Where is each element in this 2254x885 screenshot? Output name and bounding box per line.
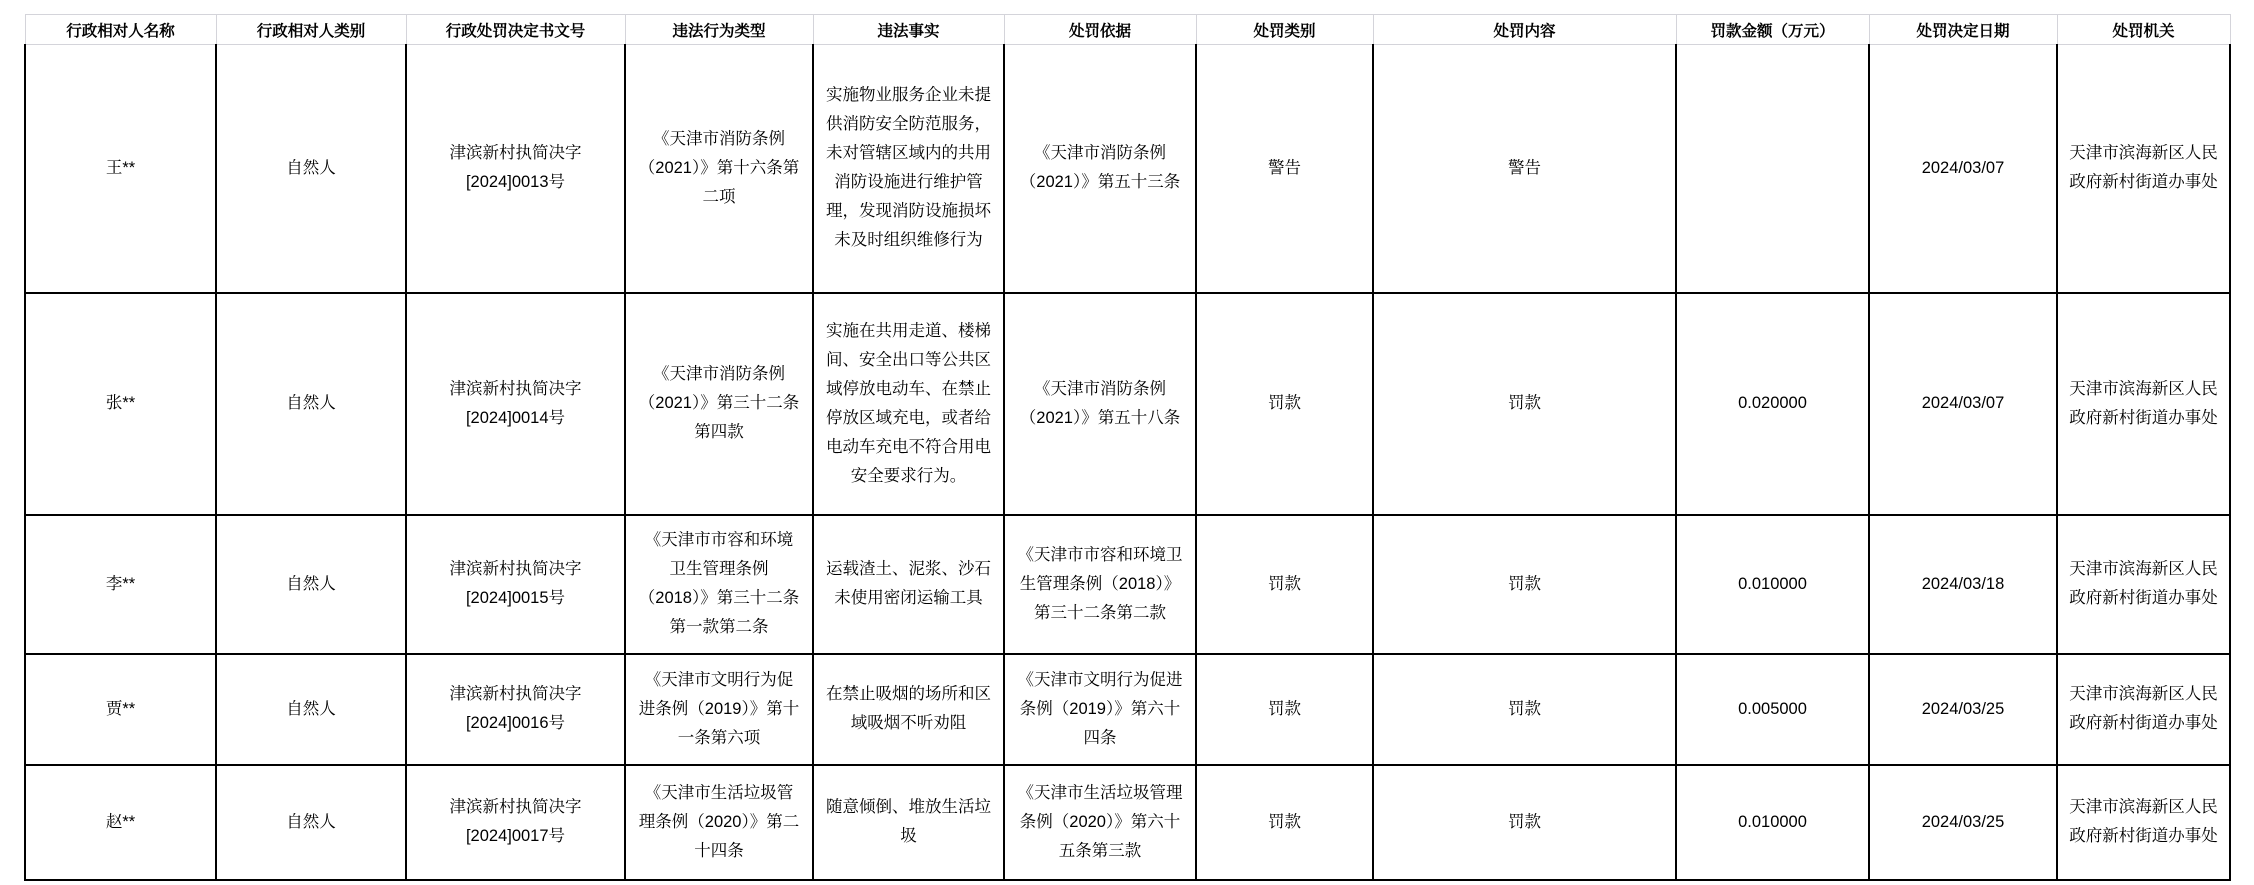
cell-violation-facts: 实施物业服务企业未提供消防安全防范服务，未对管辖区域内的共用消防设施进行维护管理，发现消防设施损坏未及时组织维修行为 — [813, 45, 1004, 293]
cell-party-type: 自然人 — [216, 654, 406, 765]
table-row — [25, 654, 2230, 765]
cell-penalty-authority: 天津市滨海新区人民政府新村街道办事处 — [2057, 45, 2230, 293]
cell-penalty-category: 罚款 — [1196, 515, 1373, 654]
cell-party-type: 自然人 — [216, 293, 406, 515]
cell-penalty-category: 罚款 — [1196, 654, 1373, 765]
cell-fine-amount: 0.010000 — [1676, 765, 1869, 880]
cell-penalty-basis: 《天津市市容和环境卫生管理条例（2018）》第三十二条第二款 — [1004, 515, 1196, 654]
table-row — [25, 515, 2230, 654]
cell-penalty-category: 罚款 — [1196, 293, 1373, 515]
column-header-decision-date: 处罚决定日期 — [1869, 15, 2057, 45]
cell-party-name: 赵** — [25, 765, 216, 880]
cell-penalty-authority: 天津市滨海新区人民政府新村街道办事处 — [2057, 654, 2230, 765]
cell-violation-facts: 随意倾倒、堆放生活垃圾 — [813, 765, 1004, 880]
cell-penalty-category: 警告 — [1196, 45, 1373, 293]
cell-party-name: 李** — [25, 515, 216, 654]
column-header-party-type: 行政相对人类别 — [216, 15, 406, 45]
cell-penalty-content: 罚款 — [1373, 515, 1676, 654]
cell-decision-date: 2024/03/25 — [1869, 765, 2057, 880]
column-header-party-name: 行政相对人名称 — [25, 15, 216, 45]
cell-penalty-authority: 天津市滨海新区人民政府新村街道办事处 — [2057, 293, 2230, 515]
column-header-violation-type: 违法行为类型 — [625, 15, 813, 45]
cell-decision-date: 2024/03/25 — [1869, 654, 2057, 765]
cell-penalty-authority: 天津市滨海新区人民政府新村街道办事处 — [2057, 765, 2230, 880]
table-header-row — [25, 15, 2230, 45]
cell-penalty-category: 罚款 — [1196, 765, 1373, 880]
table-body — [25, 45, 2230, 880]
cell-decision-doc-no: 津滨新村执简决字[2024]0017号 — [406, 765, 625, 880]
cell-violation-facts: 在禁止吸烟的场所和区域吸烟不听劝阻 — [813, 654, 1004, 765]
cell-violation-type: 《天津市文明行为促进条例（2019）》第十一条第六项 — [625, 654, 813, 765]
column-header-penalty-content: 处罚内容 — [1373, 15, 1676, 45]
cell-party-name: 王** — [25, 45, 216, 293]
cell-decision-doc-no: 津滨新村执简决字[2024]0013号 — [406, 45, 625, 293]
cell-penalty-basis: 《天津市消防条例（2021）》第五十三条 — [1004, 45, 1196, 293]
table-row — [25, 45, 2230, 293]
cell-violation-type: 《天津市生活垃圾管理条例（2020）》第二十四条 — [625, 765, 813, 880]
cell-penalty-content: 罚款 — [1373, 765, 1676, 880]
cell-decision-doc-no: 津滨新村执简决字[2024]0015号 — [406, 515, 625, 654]
cell-decision-date: 2024/03/07 — [1869, 293, 2057, 515]
cell-fine-amount: 0.020000 — [1676, 293, 1869, 515]
cell-penalty-content: 罚款 — [1373, 293, 1676, 515]
cell-party-type: 自然人 — [216, 515, 406, 654]
column-header-penalty-category: 处罚类别 — [1196, 15, 1373, 45]
cell-violation-type: 《天津市消防条例（2021）》第三十二条第四款 — [625, 293, 813, 515]
column-header-fine-amount: 罚款金额（万元） — [1676, 15, 1869, 45]
table-row — [25, 293, 2230, 515]
cell-party-name: 贾** — [25, 654, 216, 765]
cell-violation-facts: 运载渣土、泥浆、沙石未使用密闭运输工具 — [813, 515, 1004, 654]
cell-penalty-basis: 《天津市消防条例（2021）》第五十八条 — [1004, 293, 1196, 515]
cell-party-type: 自然人 — [216, 45, 406, 293]
cell-penalty-content: 罚款 — [1373, 654, 1676, 765]
cell-fine-amount: 0.005000 — [1676, 654, 1869, 765]
cell-violation-facts: 实施在共用走道、楼梯间、安全出口等公共区域停放电动车、在禁止停放区域充电，或者给电动车充电不符合用电安全要求行为。 — [813, 293, 1004, 515]
cell-decision-date: 2024/03/07 — [1869, 45, 2057, 293]
cell-decision-doc-no: 津滨新村执简决字[2024]0014号 — [406, 293, 625, 515]
cell-fine-amount — [1676, 45, 1869, 293]
cell-decision-date: 2024/03/18 — [1869, 515, 2057, 654]
column-header-decision-doc-no: 行政处罚决定书文号 — [406, 15, 625, 45]
cell-penalty-basis: 《天津市生活垃圾管理条例（2020）》第六十五条第三款 — [1004, 765, 1196, 880]
column-header-penalty-basis: 处罚依据 — [1004, 15, 1196, 45]
cell-penalty-basis: 《天津市文明行为促进条例（2019）》第六十四条 — [1004, 654, 1196, 765]
cell-penalty-content: 警告 — [1373, 45, 1676, 293]
cell-penalty-authority: 天津市滨海新区人民政府新村街道办事处 — [2057, 515, 2230, 654]
penalty-table-container — [24, 14, 2229, 881]
cell-party-name: 张** — [25, 293, 216, 515]
penalty-table — [24, 14, 2231, 881]
cell-violation-type: 《天津市市容和环境卫生管理条例（2018）》第三十二条第一款第二条 — [625, 515, 813, 654]
column-header-penalty-authority: 处罚机关 — [2057, 15, 2230, 45]
table-row — [25, 765, 2230, 880]
cell-violation-type: 《天津市消防条例（2021）》第十六条第二项 — [625, 45, 813, 293]
cell-fine-amount: 0.010000 — [1676, 515, 1869, 654]
column-header-violation-facts: 违法事实 — [813, 15, 1004, 45]
cell-decision-doc-no: 津滨新村执简决字[2024]0016号 — [406, 654, 625, 765]
cell-party-type: 自然人 — [216, 765, 406, 880]
